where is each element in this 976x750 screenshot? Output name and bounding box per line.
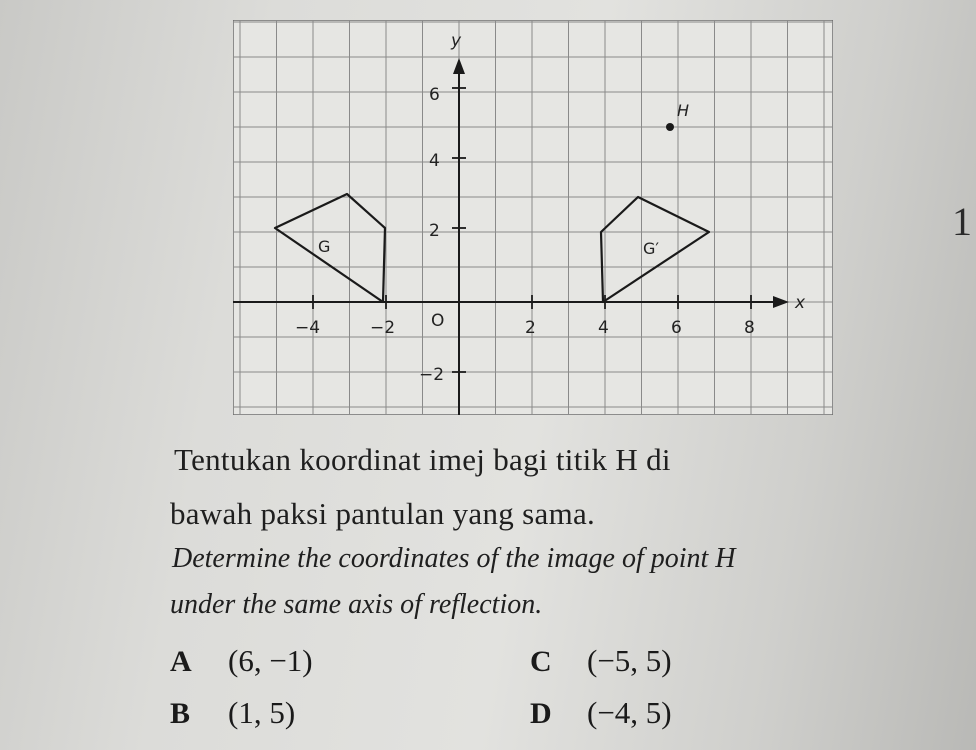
option-a-value[interactable]: (6, −1)	[228, 643, 313, 678]
question-english-line-2: under the same axis of reflection.	[170, 589, 543, 620]
x-tick-label: 2	[525, 318, 536, 338]
origin-label: O	[431, 311, 445, 331]
option-a-letter: A	[170, 645, 192, 678]
shape-g-prime-label: G′	[643, 239, 660, 258]
coordinate-graph	[233, 20, 833, 415]
x-tick-label: 4	[598, 318, 609, 338]
y-tick-label: 6	[429, 85, 440, 105]
option-c-letter: C	[530, 645, 552, 678]
option-b-value[interactable]: (1, 5)	[228, 695, 296, 730]
x-axis-label: x	[795, 293, 806, 313]
point-h-label: H	[677, 101, 690, 120]
question-number: 1	[952, 199, 972, 244]
y-axis-label: y	[451, 31, 462, 51]
shape-g-label: G	[318, 237, 331, 256]
question-malay-line-2: bawah paksi pantulan yang sama.	[170, 496, 596, 531]
question-malay-line-1: Tentukan koordinat imej bagi titik H di	[174, 442, 671, 477]
option-d-value[interactable]: (−4, 5)	[587, 695, 672, 730]
y-tick-label: 2	[429, 221, 440, 241]
option-b-letter: B	[170, 697, 191, 730]
option-c-value[interactable]: (−5, 5)	[587, 643, 672, 678]
option-d-letter: D	[530, 697, 552, 730]
x-tick-label: −2	[370, 318, 396, 338]
question-english-line-1: Determine the coordinates of the image of point H	[172, 543, 736, 574]
point-h	[666, 123, 674, 131]
y-tick-label: −2	[419, 365, 445, 385]
y-tick-label: 4	[429, 151, 440, 171]
x-tick-label: 8	[744, 318, 755, 338]
x-tick-label: 6	[671, 318, 682, 338]
x-tick-label: −4	[295, 318, 321, 338]
